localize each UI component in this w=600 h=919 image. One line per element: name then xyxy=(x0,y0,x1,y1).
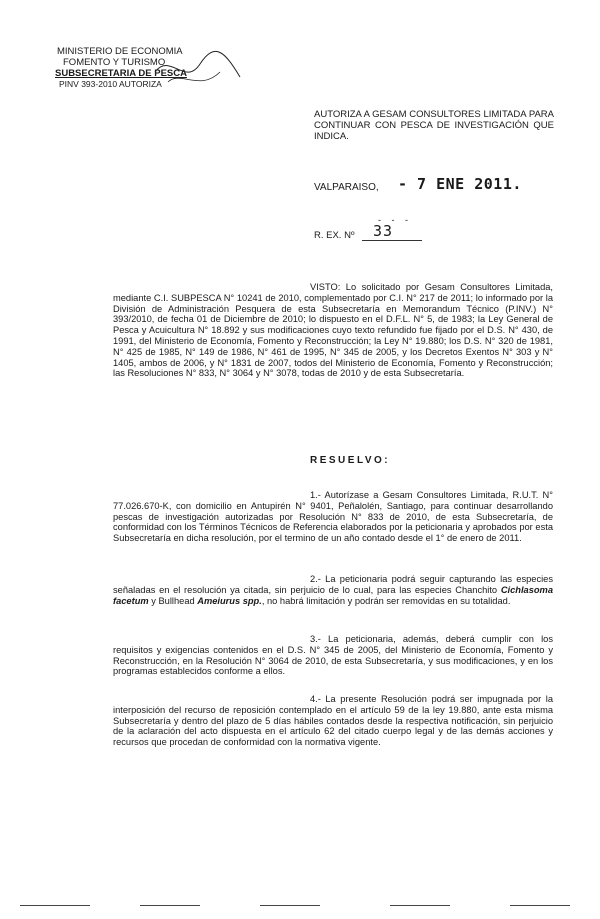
article-2-text-c: , no habrá limitación y podrán ser removidas en su totalidad. xyxy=(261,595,511,606)
footer-line-3 xyxy=(260,905,320,906)
article-4 xyxy=(113,694,553,748)
document-subject: AUTORIZA A GESAM CONSULTORES LIMITADA PARA CONTINUAR CON PESCA DE INVESTIGACIÓN QUE INDICA. xyxy=(314,109,554,142)
date-stamp: - 7 ENE 2011. xyxy=(398,175,522,193)
species-2-name: Ameiurus spp. xyxy=(197,595,262,606)
visto-paragraph xyxy=(113,282,553,379)
article-4-text: 4.- La presente Resolución podrá ser impugnada por la interposición del recurso de reposición contemplado en el artículo 59 de la ley 19.880, ante esta misma Subsecretaría y dentro del plazo de 5 días hábiles contados desde la respectiva notificación, sin perjuicio de la aclaración del acto dispuesta en el artículo 62 del citado cuerpo legal y de las demás acciones y recursos que procedan de conformidad con la normativa vigente. xyxy=(113,694,553,748)
footer-line-1 xyxy=(20,905,90,906)
visto-text: VISTO: Lo solicitado por Gesam Consultores Limitada, mediante C.I. SUBPESCA N° 10241 de 2010, complementado por C.I. N° 217 de 2011; lo informado por la División de Administración Pesquera de esta Subsecretaría en Memorandum Técnico (P.INV.) N° 393/2010, de fecha 01 de Diciembre de 2010; lo dispuesto en el D.F.L. N° 5, de 1983; la Ley General de Pesca y Acuicultura N° 18.892 y sus modificaciones cuyo texto refundido fue fijado por el D.S. N° 430, de 1991, del Ministerio de Economía, Fomento y Reconstrucción; la Ley N° 19.880; los D.S. N° 320 de 1981, N° 425 de 1985, N° 149 de 1986, N° 461 de 1995, N° 345 de 2005, y los Decretos Exentos N° 303 y N° 1405, ambos de 2006, y N° 1831 de 2007, todos del Ministerio de Economía, Fomento y Reconstrucción; las Resoluciones N° 833, N° 3064 y N° 3078, todas de 2010 y de esta Subsecretaría. xyxy=(113,282,553,379)
resolution-label: R. EX. Nº xyxy=(314,230,355,241)
article-3 xyxy=(113,634,553,677)
resolution-underline xyxy=(362,240,422,241)
ministry-name: MINISTERIO DE ECONOMIA xyxy=(57,46,183,57)
rex-dashes: - - - xyxy=(378,215,412,225)
article-3-text: 3.- La peticionaria, además, deberá cumplir con los requisitos y exigencias contenidos en el D.S. N° 345 de 2005, del Ministerio de Economía, Fomento y Reconstrucción, en la Resolución N° 3064 de 2010, de esta Subsecretaría, y sus modificaciones, y en los programas establecidos conforme a ellos. xyxy=(113,634,553,677)
article-2 xyxy=(113,574,553,606)
footer-line-2 xyxy=(140,905,200,906)
ministry-name-line2: FOMENTO Y TURISMO xyxy=(63,57,166,68)
subsecretaria-name: SUBSECRETARIA DE PESCA xyxy=(55,68,187,79)
place-label: VALPARAISO, xyxy=(314,182,379,193)
species-1-name: Cichlasoma facetum xyxy=(113,584,553,606)
reference-code: PINV 393-2010 AUTORIZA xyxy=(59,79,162,89)
footer-line-4 xyxy=(390,905,450,906)
resuelvo-heading: RESUELVO: xyxy=(310,455,391,466)
article-1-text: 1.- Autorízase a Gesam Consultores Limitada, R.U.T. N° 77.026.670-K, con domicilio en Antupirén N° 9401, Peñalolén, Santiago, para continuar desarrollando pescas de investigación autorizadas por Resolución N° 833 de 2010, de esta Subsecretaría, de conformidad con los Términos Técnicos de Referencia elaborados por la peticionaria y aprobados por esta Subsecretaría en dicha resolución, por el termino de un año contado desde el 1° de enero de 2011. xyxy=(113,490,553,544)
resolution-number: 33 xyxy=(373,222,394,240)
article-2-text-a: 2.- La peticionaria podrá seguir capturando las especies señaladas en el resolución ya citada, sin perjuicio de lo cual, para las especies Chanchito xyxy=(113,574,553,595)
footer-line-5 xyxy=(510,905,570,906)
article-1 xyxy=(113,490,553,544)
article-2-text-b: y Bullhead xyxy=(148,595,198,606)
initials-scrawl-icon xyxy=(150,42,245,97)
